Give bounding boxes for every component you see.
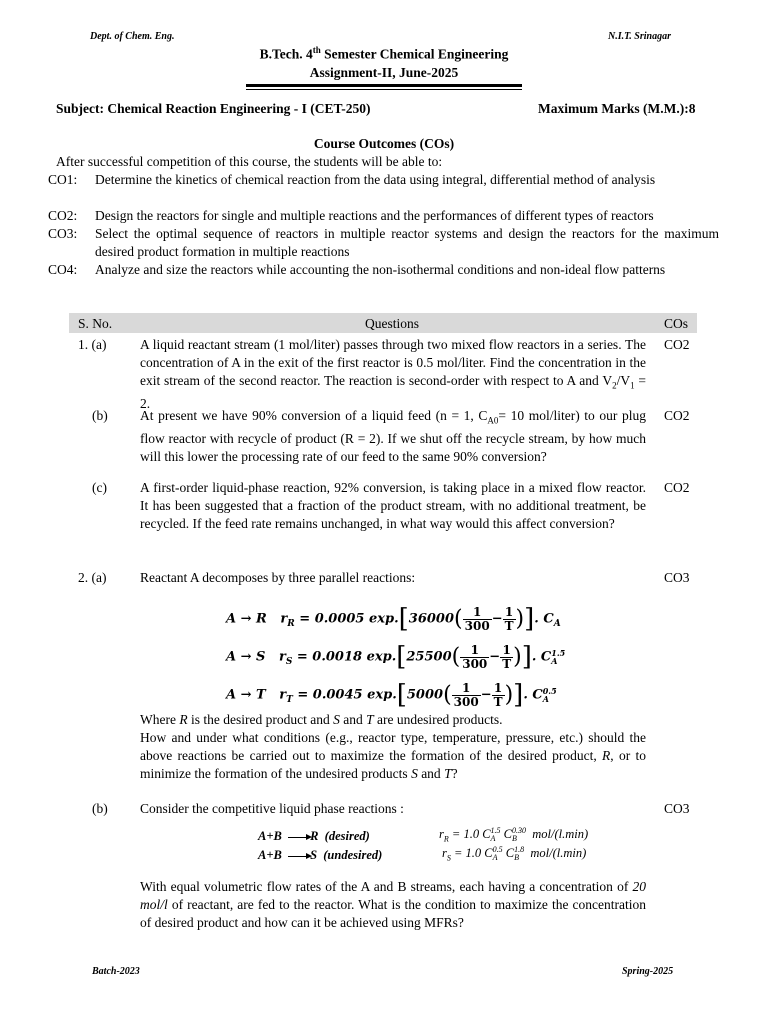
question-co: CO2 xyxy=(664,408,690,423)
question-text: Reactant A decomposes by three parallel reactions: xyxy=(140,570,416,585)
rate-law-undesired: $r_S = 1.0$ C 0.5 A C 1.8 B mol/(l.min) xyxy=(442,845,587,863)
rate-equation-s: A → S $r_S = 0.0018$ exp.[25500( $\frac{1}{300}$ − $\frac{1}{T}$ )]. C 1.5 A xyxy=(226,642,566,672)
col-cos-header: COs xyxy=(664,316,689,331)
max-marks-label: Maximum Marks (M.M.):8 xyxy=(538,101,696,116)
col-questions-header: Questions xyxy=(365,316,419,331)
how-text: How and under what conditions (e.g., reactor type, temperature, pressure, etc.) should the above reactions be carried out to maximize the formation of the desired product, R, or to minimize the formation of the undesired products S and T? xyxy=(140,730,647,781)
co1-text: Determine the kinetics of chemical reaction from the data using integral, differential method of analysis xyxy=(95,172,656,187)
co-intro: After successful competition of this course, the students will be able to: xyxy=(56,154,443,169)
rate-equation-t: A → T $r_T = 0.0045$ exp.[5000( $\frac{1}{300}$ − $\frac{1}{T}$ )]. C 0.5 A xyxy=(226,680,557,710)
question-number: (c) xyxy=(92,480,107,495)
question-co: CO2 xyxy=(664,337,690,352)
rate-law-desired: $r_R = 1.0$ C 1.5 A C 0.30 B mol/(l.min) xyxy=(439,826,589,844)
co4-code: CO4: xyxy=(48,262,78,277)
question-text: A liquid reactant stream (1 mol/liter) passes through two mixed flow reactors in a series. The concentration of A in the exit of the first reactor is 0.5 mol/liter. Find the concentration in the exit stream of the second reactor. The reaction is second-order with respect to A and $V_2/V_1 = 2$. xyxy=(140,337,646,412)
question-text: Consider the competitive liquid phase reactions : xyxy=(140,801,404,816)
reaction-undesired: A+B S (undesired) xyxy=(258,848,383,862)
question-text: A first-order liquid-phase reaction, 92% conversion, is taking place in a mixed flow reactor. It has been suggested that a fraction of the product stream, with no additional treatment, be recycled. If the feed rate remains unchanged, in what way would this affect conversion? xyxy=(140,480,646,531)
question-number: (b) xyxy=(92,408,108,423)
co3-text: Select the optimal sequence of reactors in multiple reactor systems and design the reactors for the maximum desired product formation in multiple reactions xyxy=(95,226,719,259)
assignment-title: Assignment-II, June-2025 xyxy=(309,65,459,80)
co2-code: CO2: xyxy=(48,208,78,223)
question-co: CO3 xyxy=(664,801,690,816)
question-number: (b) xyxy=(92,801,108,816)
reaction-desired: A+B R (desired) xyxy=(258,829,370,843)
arrow-icon xyxy=(288,837,310,838)
question-co: CO3 xyxy=(664,570,690,585)
subject-label: Subject: Chemical Reaction Engineering - I (CET-250) xyxy=(56,101,371,116)
question-text: With equal volumetric flow rates of the A and B streams, each having a concentration of 20 mol/l of reactant, are fed to the reactor. What is the condition to maximize the concentration of desired product and how can it be achieved using MFRs? xyxy=(140,879,646,930)
dept-label: Dept. of Chem. Eng. xyxy=(90,31,175,42)
term-label: Spring-2025 xyxy=(622,966,674,977)
title-underline-thick xyxy=(246,84,522,87)
batch-label: Batch-2023 xyxy=(92,966,140,977)
co3-code: CO3: xyxy=(48,226,78,241)
co4-text: Analyze and size the reactors while accounting the non-isothermal conditions and non-ideal flow patterns xyxy=(95,262,666,277)
col-sno-header: S. No. xyxy=(78,316,113,331)
where-text: Where R is the desired product and S and T are undesired products. xyxy=(140,712,503,727)
question-number: 1. (a) xyxy=(78,337,107,352)
arrow-icon xyxy=(288,856,310,857)
course-title: B.Tech. 4th Semester Chemical Engineering xyxy=(259,45,509,62)
co2-text: Design the reactors for single and multiple reactions and the performances of different types of reactors xyxy=(95,208,654,223)
question-co: CO2 xyxy=(664,480,690,495)
title-underline-thin xyxy=(246,89,522,90)
co-heading: Course Outcomes (COs) xyxy=(313,136,455,151)
question-text: At present we have 90% conversion of a liquid feed (n = 1, $C_{A0}= 10$ mol/liter) to our plug flow reactor with recycle of product (R = 2). If we shut off the recycle stream, by how much will this lower the processing rate of our feed to the same 90% conversion? xyxy=(140,408,646,465)
co1-code: CO1: xyxy=(48,172,78,187)
question-number: 2. (a) xyxy=(78,570,107,585)
institute-label: N.I.T. Srinagar xyxy=(608,31,671,42)
rate-equation-r: A → R $r_R = 0.0005$ exp.[36000( $\frac{1}{300}$ − $\frac{1}{T}$ )]. $C_A$ xyxy=(226,604,561,634)
